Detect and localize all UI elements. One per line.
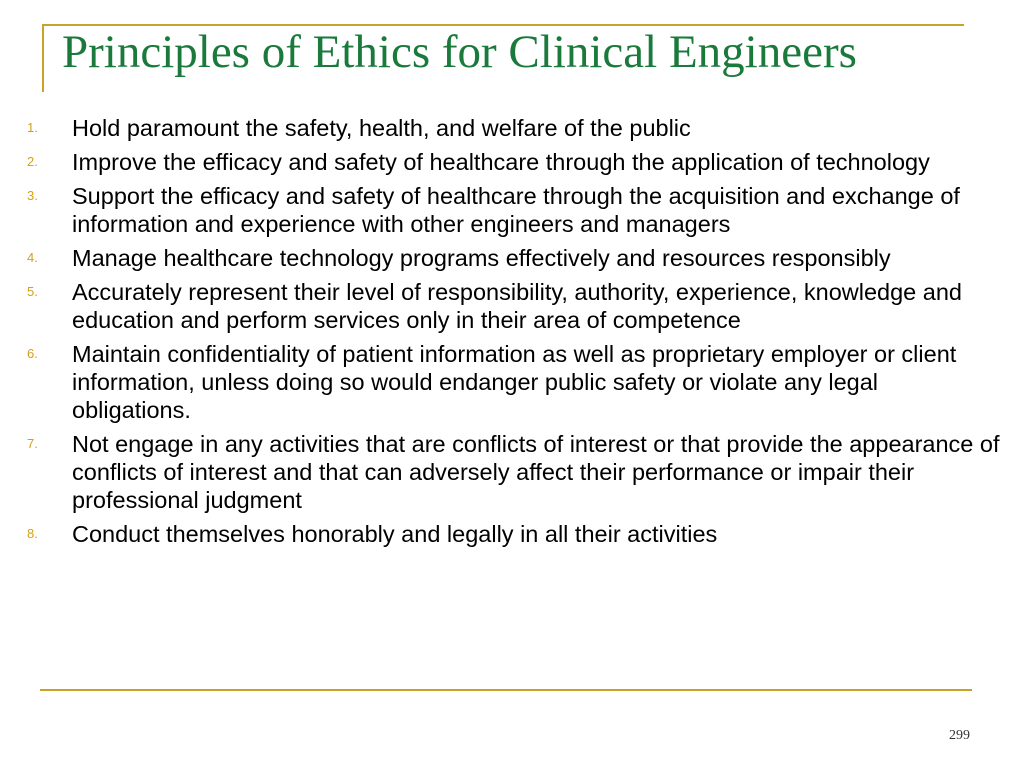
list-item: [0, 278, 1000, 334]
list-item: [0, 520, 1000, 548]
list-item: [0, 430, 1000, 514]
list-item: [0, 148, 1000, 176]
page-number: 299: [949, 728, 970, 743]
list-item: [0, 182, 1000, 238]
list-item-text: Accurately represent their level of responsibility, authority, experience, knowledge and education and perform services only in their area of competence: [72, 279, 962, 333]
list-item: [0, 244, 1000, 272]
list-item-text: Manage healthcare technology programs effectively and resources responsibly: [72, 245, 891, 271]
list-item-number: 8.: [27, 526, 38, 541]
list-item-text: Conduct themselves honorably and legally in all their activities: [72, 521, 718, 547]
list-item-text: Maintain confidentiality of patient information as well as proprietary employer or client information, unless doing so would endanger public safety or violate any legal obligations.: [72, 341, 957, 423]
list-item-number: 1.: [27, 120, 38, 135]
list-item-text: Improve the efficacy and safety of healthcare through the application of technology: [72, 149, 930, 175]
list-item-number: 7.: [27, 436, 38, 451]
list-item-text: Support the efficacy and safety of healthcare through the acquisition and exchange of information and experience with other engineers and managers: [72, 183, 960, 237]
list-item: [0, 340, 1000, 424]
list-item-number: 4.: [27, 250, 38, 265]
principles-list: [0, 114, 1000, 554]
bottom-rule: [40, 689, 972, 691]
slide-title: Principles of Ethics for Clinical Engineers: [62, 26, 857, 78]
list-item-number: 2.: [27, 154, 38, 169]
left-rule: [42, 24, 44, 92]
list-item: [0, 114, 1000, 142]
list-item-number: 3.: [27, 188, 38, 203]
list-item-number: 5.: [27, 284, 38, 299]
list-item-text: Hold paramount the safety, health, and welfare of the public: [72, 115, 691, 141]
list-item-number: 6.: [27, 346, 38, 361]
list-item-text: Not engage in any activities that are conflicts of interest or that provide the appearance of conflicts of interest and that can adversely affect their performance or impair their professional judgment: [72, 431, 1000, 513]
